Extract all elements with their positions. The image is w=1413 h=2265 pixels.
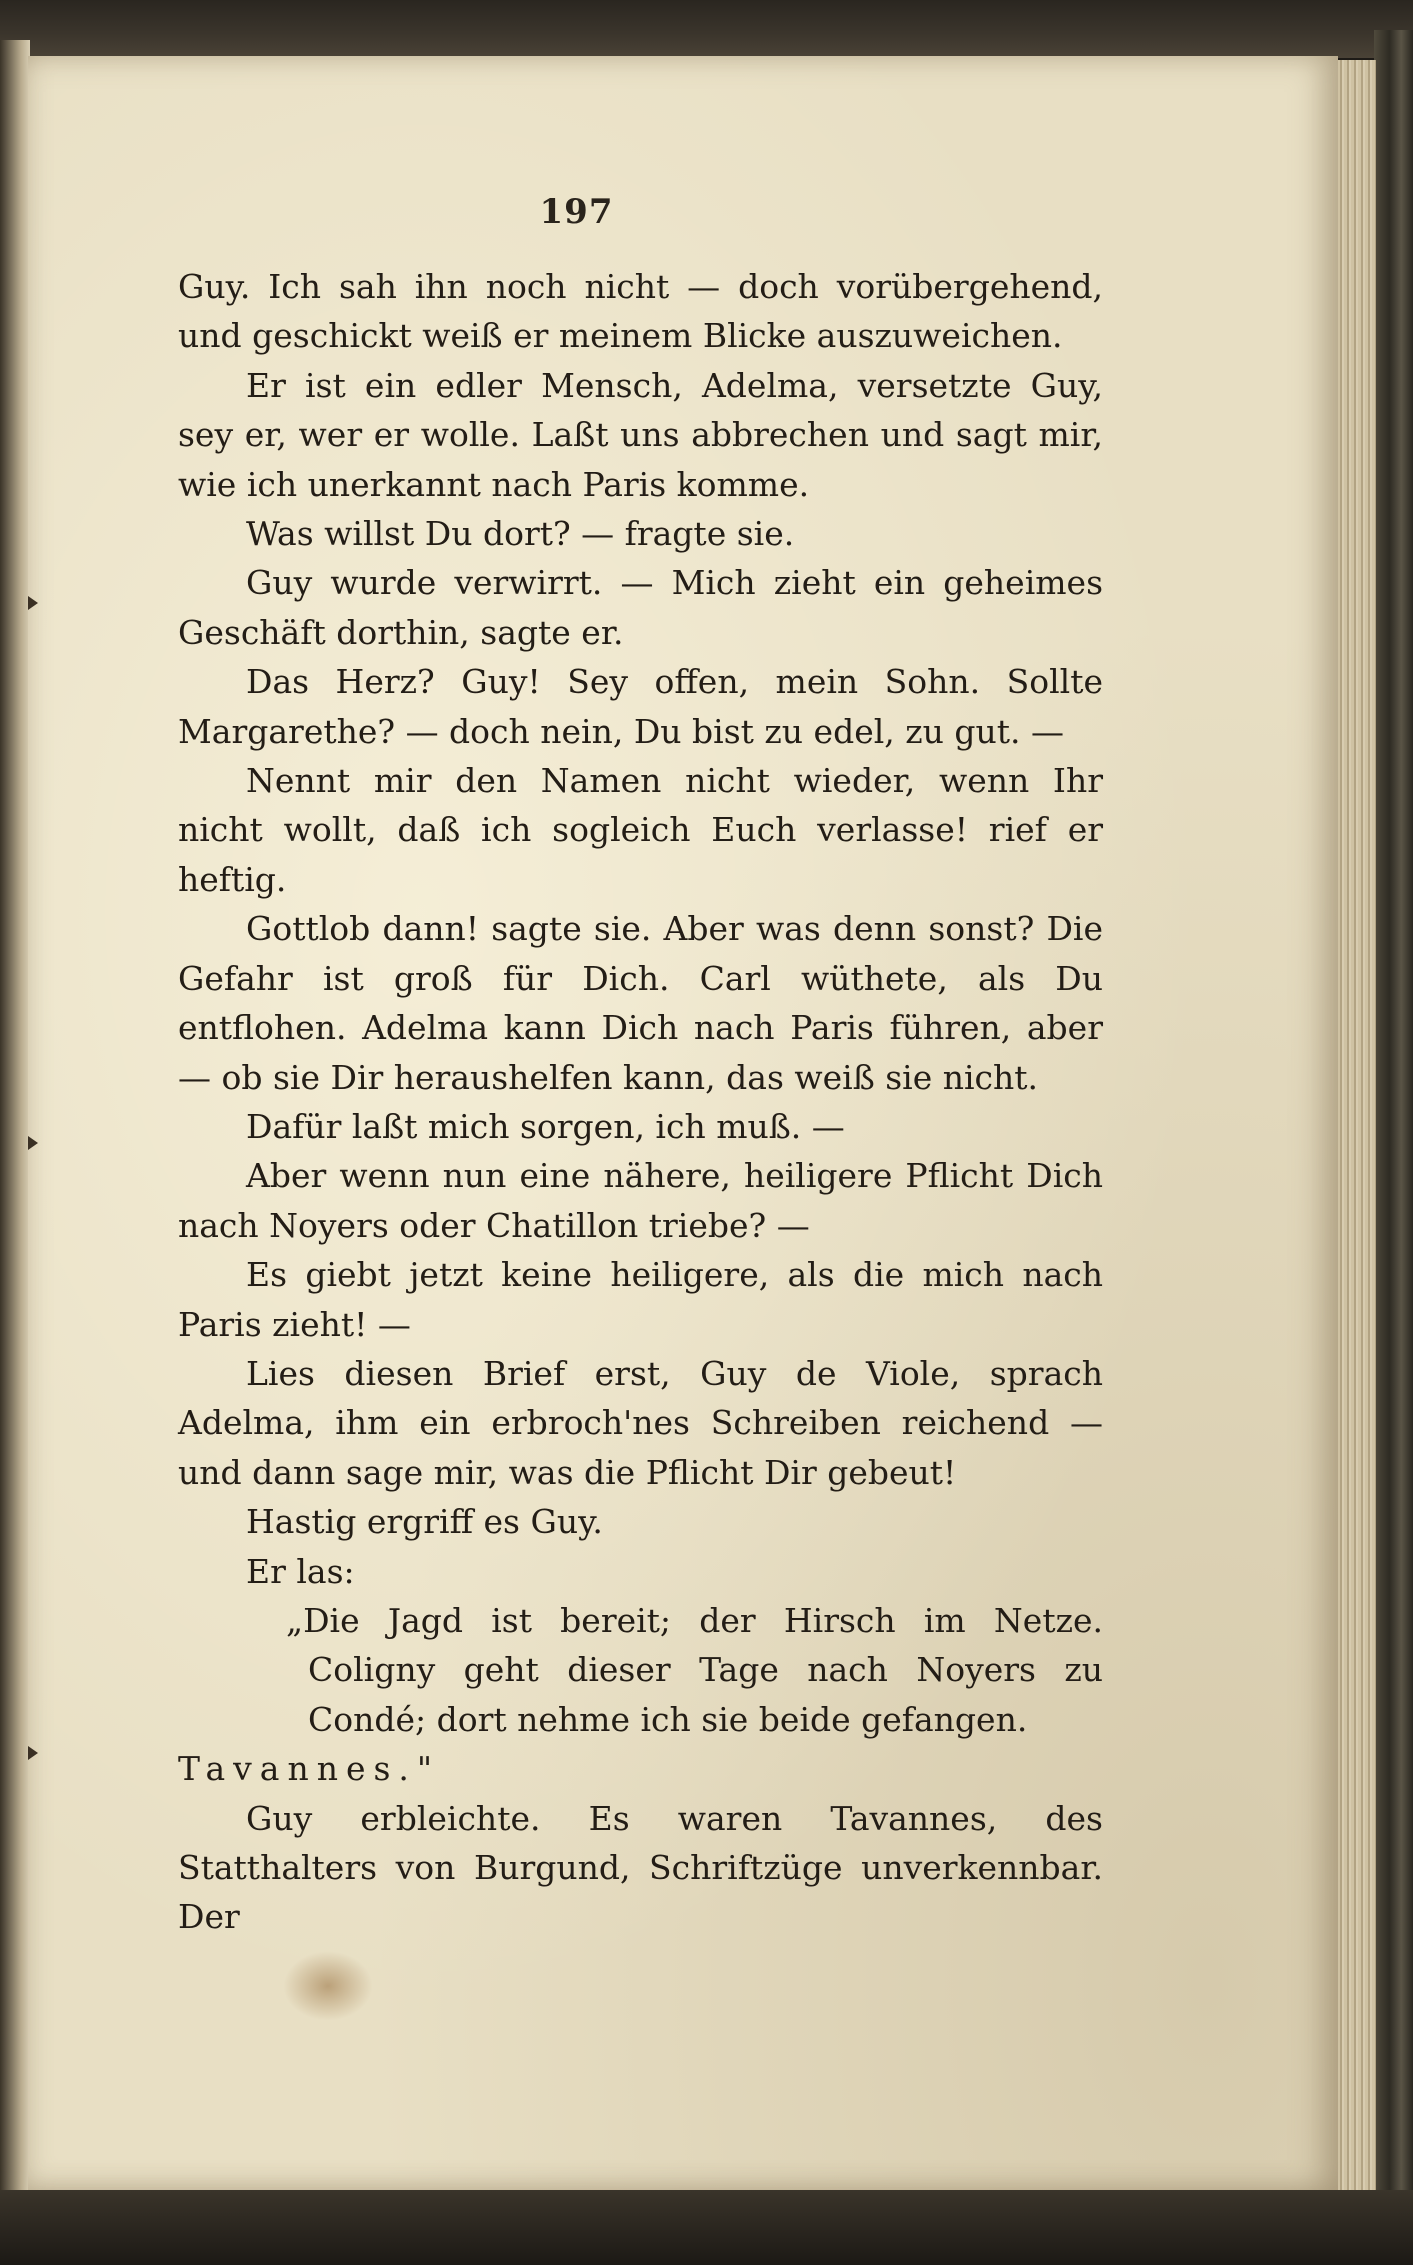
- book-gutter: [0, 40, 30, 2220]
- paragraph: Er ist ein edler Mensch, Adelma, versetzte Guy, sey er, wer er wolle. Laßt uns abbrechen und sagt mir, wie ich unerkannt nach Paris komme.: [178, 365, 1103, 504]
- paragraph: Guy. Ich sah ihn noch nicht — doch vorübergehend, und geschickt weiß er meinem Blicke auszuweichen.: [178, 267, 1103, 356]
- paragraph: Gottlob dann! sagte sie. Aber was denn sonst? Die Gefahr ist groß für Dich. Carl wüthete, als Du entflohen. Adelma kann Dich nach Paris führen, aber — ob sie Dir heraushelfen kann, das weiß sie nicht.: [178, 909, 1103, 1097]
- letter-signature: Tavannes.": [178, 1749, 441, 1789]
- paper-stain: [283, 1951, 373, 2021]
- paragraph: Guy wurde verwirrt. — Mich zieht ein geheimes Geschäft dorthin, sagte er.: [178, 563, 1103, 652]
- margin-mark: [28, 1136, 38, 1150]
- paragraph: Lies diesen Brief erst, Guy de Viole, sprach Adelma, ihm ein erbroch'nes Schreiben reichend — und dann sage mir, was die Pflicht Dir gebeut!: [178, 1353, 1103, 1492]
- paragraph: Nennt mir den Namen nicht wieder, wenn Ihr nicht wollt, daß ich sogleich Euch verlasse! rief er heftig.: [178, 761, 1103, 899]
- margin-mark: [28, 1746, 38, 1760]
- paragraph: Das Herz? Guy! Sey offen, mein Sohn. Sollte Margarethe? — doch nein, Du bist zu edel, zu gut. —: [178, 662, 1103, 751]
- margin-mark: [28, 596, 38, 610]
- paragraph: Aber wenn nun eine nähere, heiligere Pflicht Dich nach Noyers oder Chatillon triebe? —: [178, 1156, 1103, 1245]
- paragraph: Er las:: [246, 1551, 355, 1591]
- letter-text: „Die Jagd ist bereit; der Hirsch im Netze. Coligny geht dieser Tage nach Noyers zu Condé; dort nehme ich sie beide gefangen.: [286, 1600, 1103, 1739]
- paragraph: Hastig ergriff es Guy.: [246, 1502, 603, 1542]
- paragraph: Es giebt jetzt keine heiligere, als die mich nach Paris zieht! —: [178, 1255, 1103, 1344]
- paragraph: Dafür laßt mich sorgen, ich muß. —: [246, 1106, 845, 1146]
- book-spine: [1374, 30, 1413, 2265]
- book-bottom-shadow: [0, 2190, 1413, 2265]
- paragraph: Was willst Du dort? — fragte sie.: [246, 514, 795, 554]
- paragraph: Guy erbleichte. Es waren Tavannes, des Statthalters von Burgund, Schriftzüge unverkennbar. Der: [178, 1798, 1103, 1937]
- page-number: 197: [539, 192, 614, 232]
- book-top-shadow: [0, 0, 1413, 58]
- body-text: [178, 262, 1103, 1942]
